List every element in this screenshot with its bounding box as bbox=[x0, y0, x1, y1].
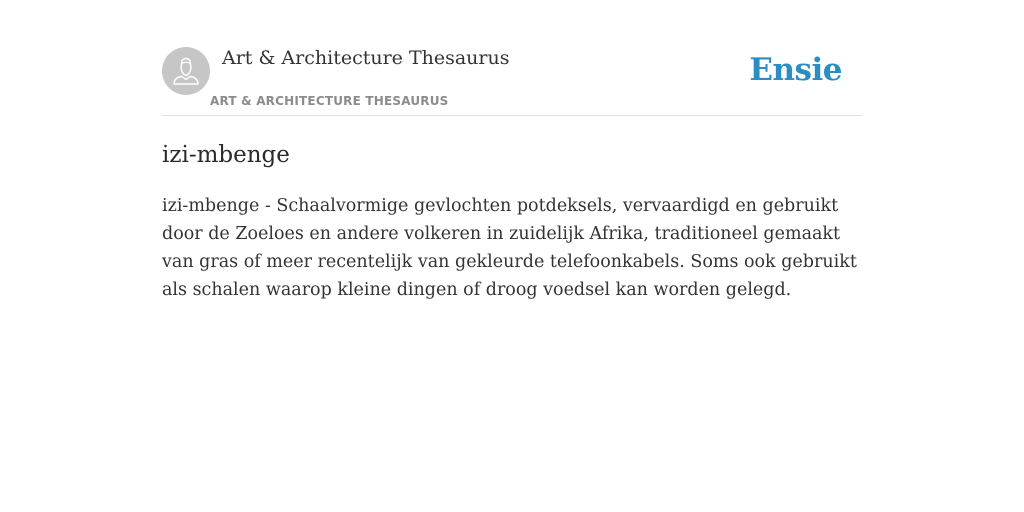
page-container bbox=[162, 0, 862, 512]
source-label: ART & ARCHITECTURE THESAURUS bbox=[210, 94, 449, 108]
term-title: izi-mbenge bbox=[162, 142, 290, 168]
entry-header bbox=[162, 0, 862, 116]
author-avatar[interactable] bbox=[162, 47, 210, 95]
ensie-logo[interactable]: Ensie bbox=[749, 52, 842, 88]
author-name[interactable]: Art & Architecture Thesaurus bbox=[222, 47, 510, 69]
user-silhouette-icon bbox=[162, 47, 210, 95]
term-definition: izi-mbenge - Schaalvormige gevlochten potdeksels, vervaardigd en gebruikt door de Zoeloes en andere volkeren in zuidelijk Afrika, traditioneel gemaakt van gras of meer recentelijk van gekleurde telefoonkabels. Soms ook gebruikt als schalen waarop kleine dingen of droog voedsel kan worden gelegd. bbox=[162, 196, 857, 300]
